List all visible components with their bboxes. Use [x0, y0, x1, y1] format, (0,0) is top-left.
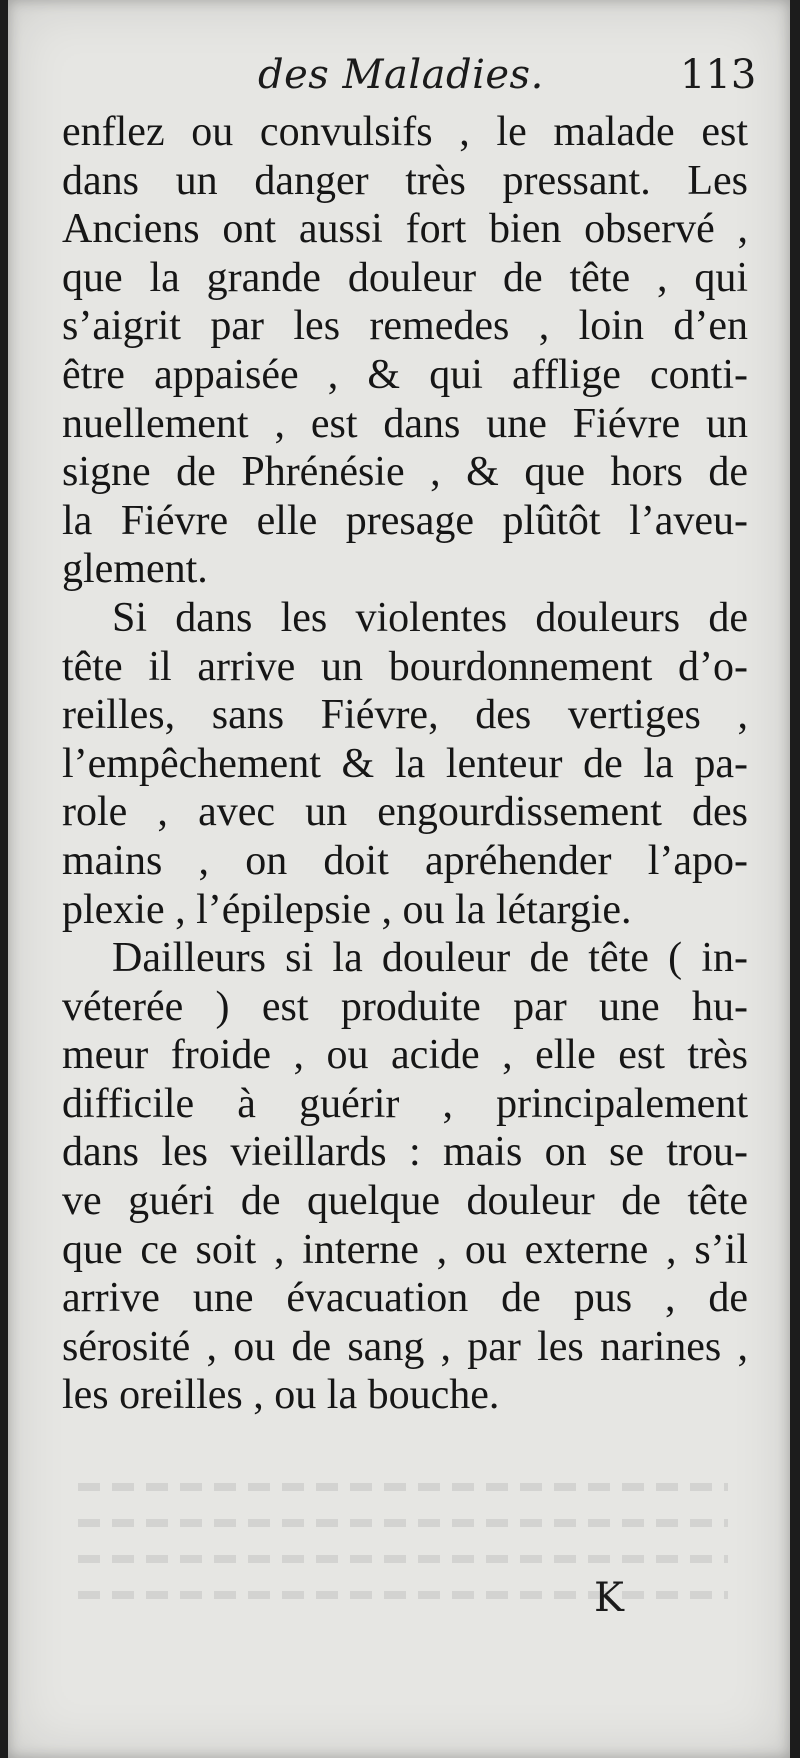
book-page [8, 0, 790, 1758]
text-line: Anciens ont aussi fort bien observé , [62, 206, 748, 253]
show-through-texture [78, 1455, 728, 1655]
text-line: que la grande douleur de tête , qui [62, 254, 748, 301]
running-head: des Maladies. [258, 52, 544, 98]
text-line: tête il arrive un bourdonnement d’o- [62, 643, 748, 690]
text-line: reilles, sans Fiévre, des vertiges , [62, 692, 748, 739]
text-line: la Fiévre elle presage plûtôt l’aveu- [62, 497, 748, 544]
text-line: véterée ) est produite par une hu- [62, 983, 748, 1030]
text-line: s’aigrit par les remedes , loin d’en [62, 303, 748, 350]
text-line: sérosité , ou de sang , par les narines , [62, 1323, 748, 1370]
body-text [62, 108, 748, 1420]
text-line: les oreilles , ou la bouche. [62, 1372, 500, 1419]
text-line: glement. [62, 546, 208, 593]
text-line: meur froide , ou acide , elle est très [62, 1032, 748, 1079]
text-line: difficile à guérir , principalement [62, 1080, 748, 1127]
text-line: être appaisée , & qui afflige conti- [62, 351, 748, 398]
text-line: enflez ou convulsifs , le malade est [62, 109, 748, 155]
text-line: Si dans les violentes douleurs de [112, 594, 748, 641]
text-line: que ce soit , interne , ou externe , s’il [62, 1226, 748, 1273]
text-line: dans les vieillards : mais on se trou- [62, 1129, 748, 1176]
text-line: signe de Phrénésie , & que hors de [62, 449, 748, 496]
text-line: mains , on doit apréhender l’apo- [62, 837, 748, 884]
text-line: Dailleurs si la douleur de tête ( in- [112, 935, 748, 982]
signature-mark: K [594, 1575, 624, 1621]
page-header [8, 52, 790, 112]
text-line: ve guéri de quelque douleur de tête [62, 1178, 748, 1225]
text-line: plexie , l’épilepsie , ou la létargie. [62, 886, 632, 933]
text-line: nuellement , est dans une Fiévre un [62, 400, 748, 447]
page-number: 113 [680, 52, 757, 98]
text-line: role , avec un engourdissement des [62, 789, 748, 836]
text-line: dans un danger très pressant. Les [62, 157, 748, 204]
text-line: l’empêchement & la lenteur de la pa- [62, 740, 748, 787]
text-line: arrive une évacuation de pus , de [62, 1275, 748, 1322]
